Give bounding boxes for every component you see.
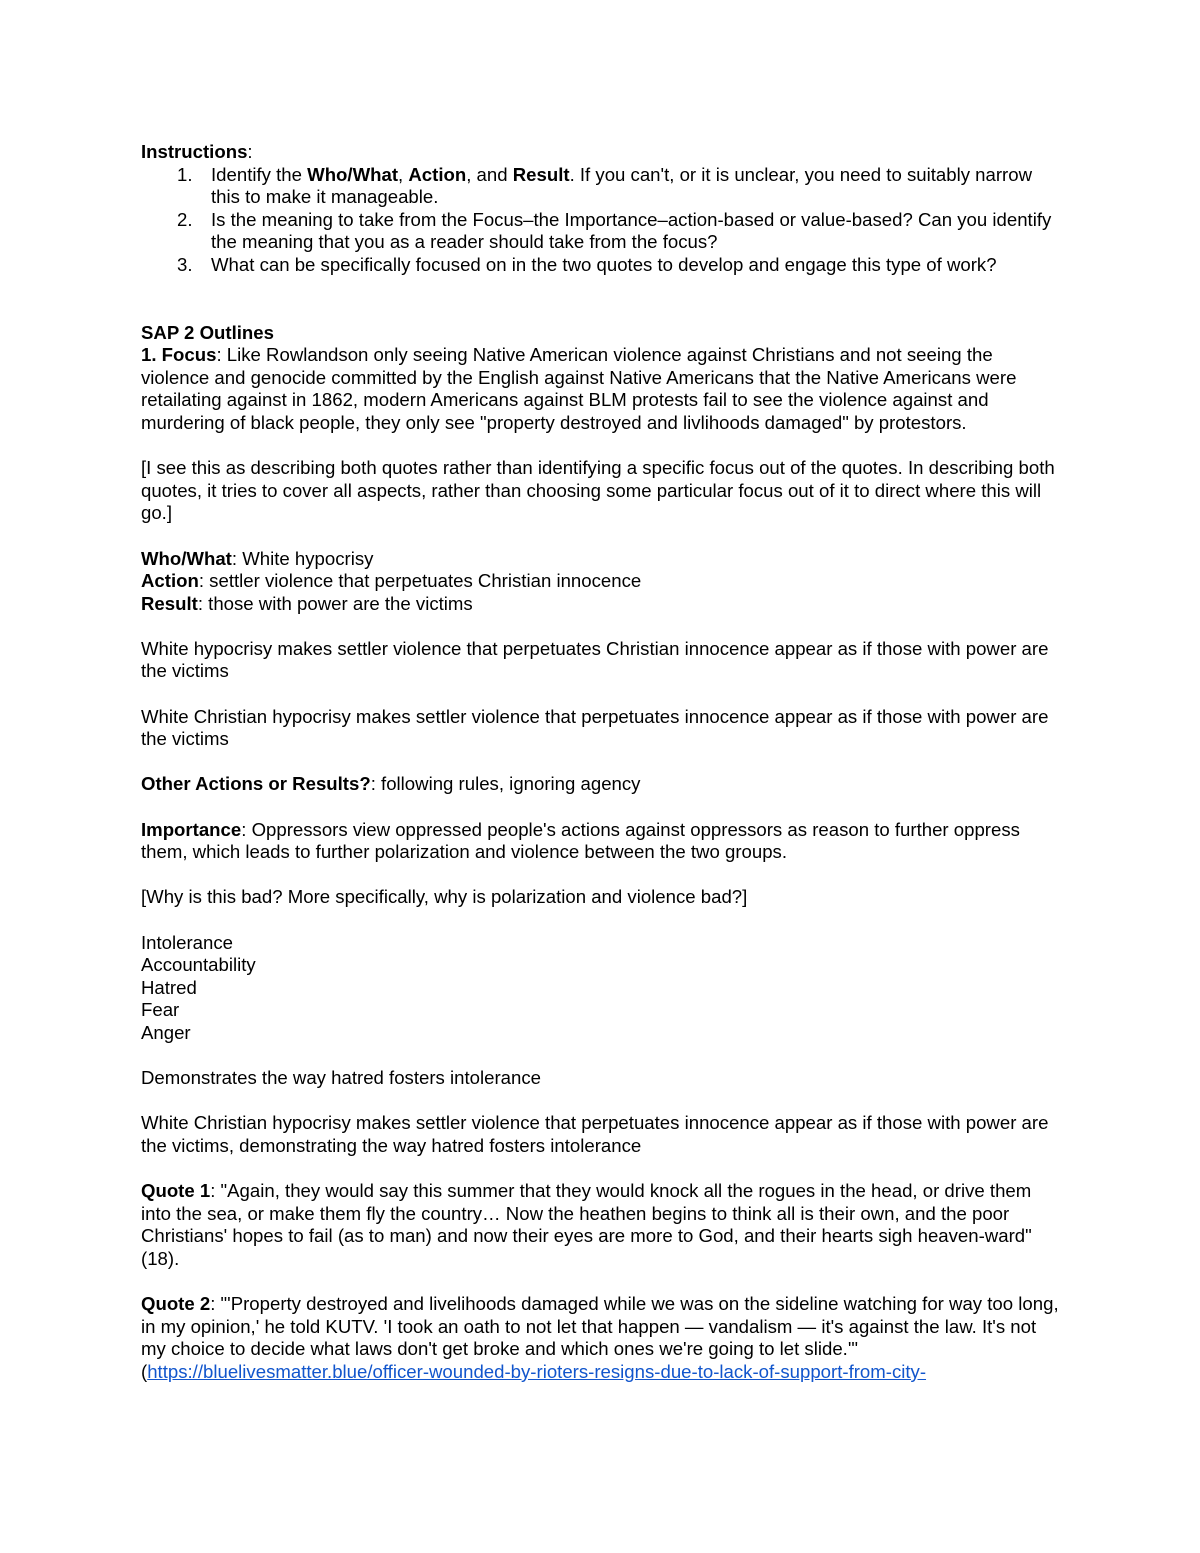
result-line: Result: those with power are the victims (141, 592, 473, 614)
focus-paragraph: 1. Focus: Like Rowlandson only seeing Native American violence against Christians and not seeing the violence and genocide committed by the English against Native Americans that the Native Americans were retailating against in 1862, modern Americans against BLM protests fail to see the violence against and murdering of black people, they only see "property destroyed and livlihoods damaged" by protestors. (141, 344, 1017, 433)
who-what-line: Who/What: White hypocrisy (141, 547, 374, 569)
comment-paragraph: [Why is this bad? More specifically, why is polarization and violence bad?] (141, 886, 748, 908)
source-link[interactable]: https://bluelivesmatter.blue/officer-wounded-by-rioters-resigns-due-to-lack-of-support-from-city- (147, 1360, 927, 1382)
list-item: 2. Is the meaning to take from the Focus–the Importance–action-based or value-based? Can you identify the meaning that you as a reader should take from the focus? (177, 208, 1052, 253)
outline-title: SAP 2 Outlines (141, 321, 274, 343)
quote-1-paragraph: Quote 1: "Again, they would say this summer that they would knock all the rogues in the head, or drive them into the sea, or make them fly the country… Now the heathen begins to think all is their own, and the poor Christians' hopes to fail (as to man) and now their eyes are more to God, and their hearts sigh heaven-ward" (18). (141, 1180, 1032, 1269)
list-number: 2. (177, 208, 193, 230)
action-term: Action (408, 163, 467, 185)
focus-label: 1. Focus (141, 344, 217, 366)
list-item: 1. Identify the Who/What, Action, and Result. If you can't, or it is unclear, you need to suitably narrow this to make it manageable. (177, 163, 1032, 208)
action-line: Action: settler violence that perpetuates Christian innocence (141, 570, 642, 592)
instructions-label: Instructions (141, 141, 248, 162)
value-item: Hatred (141, 976, 197, 998)
other-results-line: Other Actions or Results?: following rules, ignoring agency (141, 773, 641, 795)
statement-paragraph: White hypocrisy makes settler violence that perpetuates Christian innocence appear as if those with power are the victims (141, 637, 1049, 682)
instructions-heading: Instructions: (141, 141, 253, 162)
comment-paragraph: [I see this as describing both quotes rather than identifying a specific focus out of the quotes. In describing both quotes, it tries to cover all aspects, rather than choosing some particular focus out of it to direct where this will go.] (141, 457, 1055, 524)
value-item: Accountability (141, 954, 256, 976)
statement-paragraph: White Christian hypocrisy makes settler violence that perpetuates innocence appear as if those with power are the victims, demonstrating the way hatred fosters intolerance (141, 1112, 1049, 1156)
document-body (141, 141, 1061, 1383)
list-item: 3. What can be specifically focused on in the two quotes to develop and engage this type of work? (177, 253, 997, 275)
statement-paragraph: White Christian hypocrisy makes settler violence that perpetuates innocence appear as if those with power are the victims (141, 705, 1049, 750)
instructions-list (141, 164, 1061, 277)
demonstrates-line: Demonstrates the way hatred fosters intolerance (141, 1067, 541, 1089)
quote-2-paragraph: Quote 2: "'Property destroyed and livelihoods damaged while we was on the sideline watching for way too long, in my opinion,' he told KUTV. 'I took an oath to not let that happen — vandalism — it's against the law. It's not my choice to decide what laws don't get broke and which ones we're going to let slide.'" (https://bluelivesmatter.blue/officer-wounded-by-rioters-resigns-due-to-lack-of-support-from-city- (141, 1293, 1059, 1382)
value-item: Intolerance (141, 931, 233, 953)
who-what-term: Who/What (307, 163, 399, 185)
list-number: 1. (177, 163, 193, 185)
result-term: Result (512, 163, 570, 185)
value-item: Fear (141, 999, 180, 1021)
importance-paragraph: Importance: Oppressors view oppressed people's actions against oppressors as reason to further oppress them, which leads to further polarization and violence between the two groups. (141, 818, 1020, 863)
value-item: Anger (141, 1021, 191, 1043)
list-number: 3. (177, 253, 193, 275)
